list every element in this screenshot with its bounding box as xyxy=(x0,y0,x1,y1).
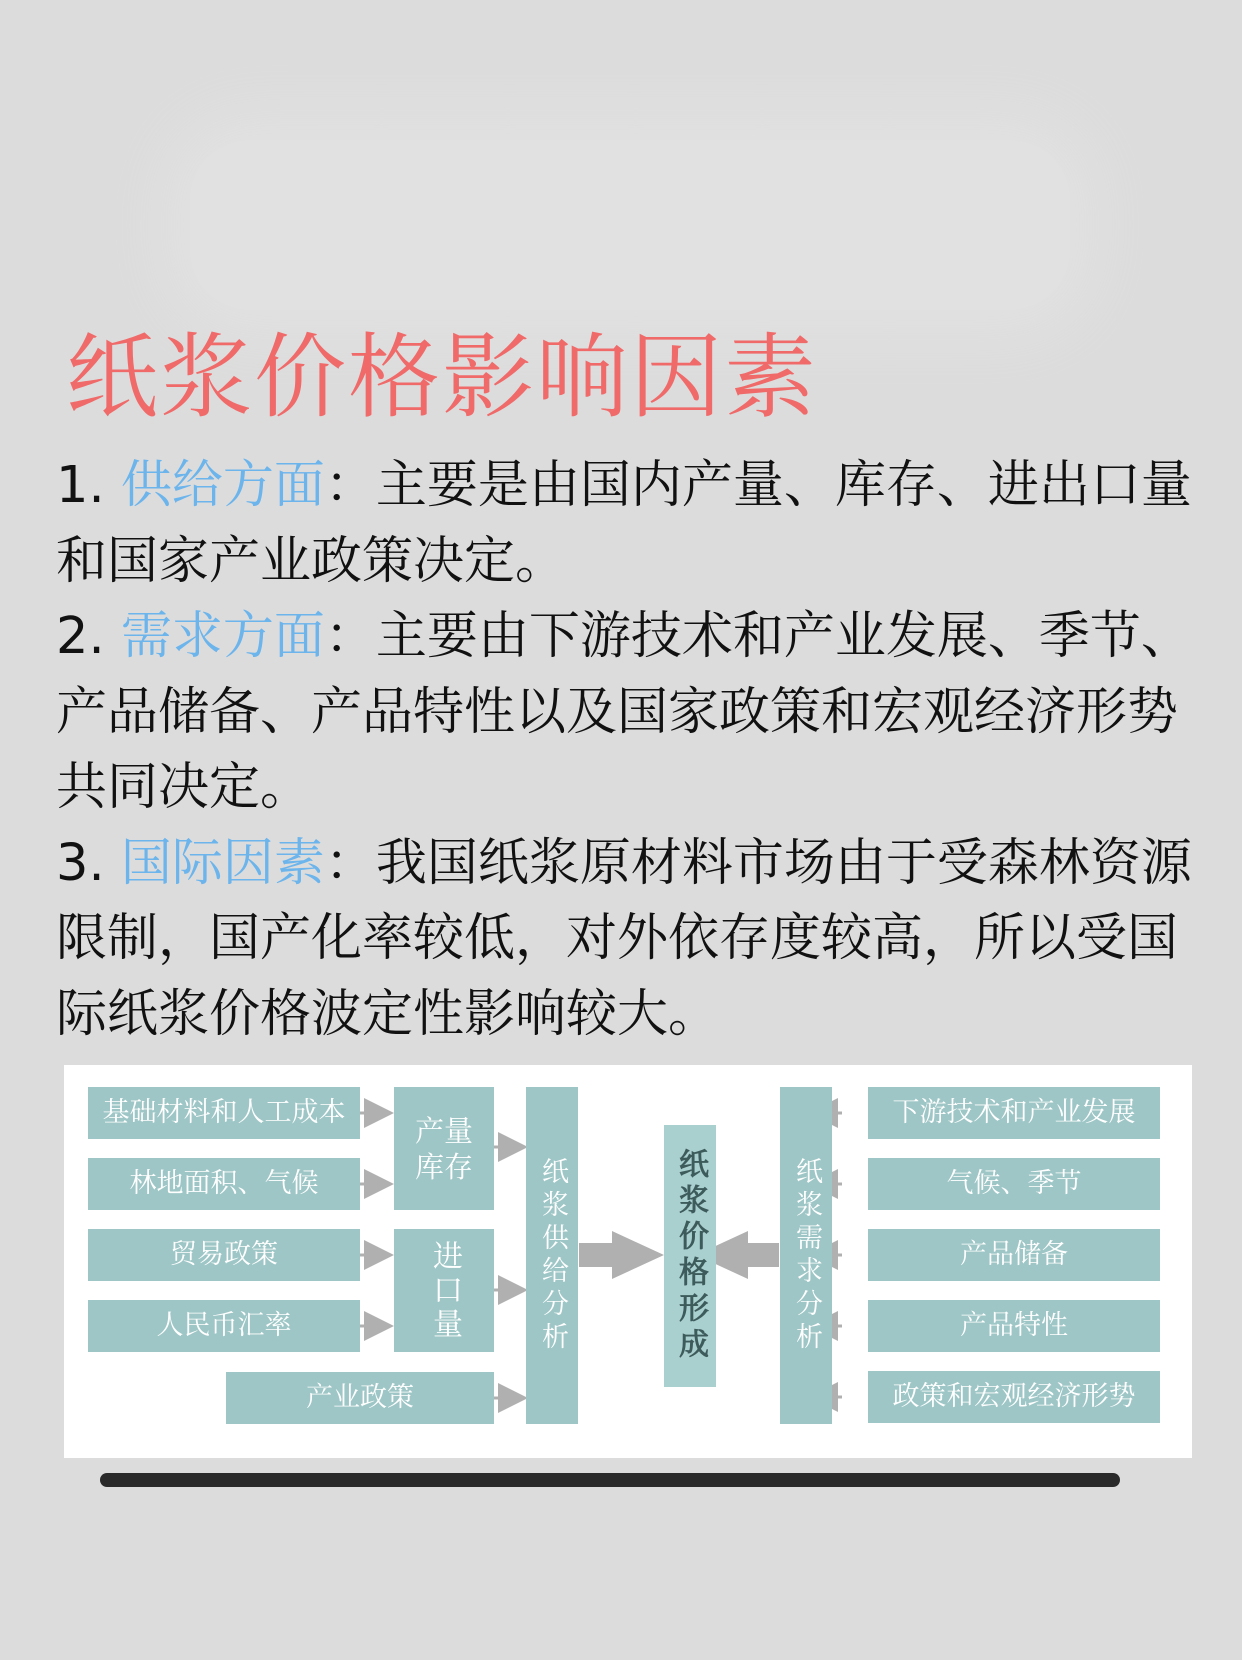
arrow-supply-to-center xyxy=(579,1231,664,1279)
page-title: 纸浆价格影响因素 xyxy=(66,324,819,431)
item-label: 国际因素 xyxy=(120,833,325,893)
demand-factor-box: 产品特性 xyxy=(868,1300,1160,1352)
item-label: 需求方面 xyxy=(120,607,325,666)
price-formation-box: 纸浆价格形成 xyxy=(664,1125,716,1387)
supply-factor-box: 贸易政策 xyxy=(88,1229,360,1281)
import-volume-box: 进口量 xyxy=(394,1229,494,1352)
factor-list xyxy=(56,448,1196,1052)
decorative-underline xyxy=(100,1473,1120,1487)
production-inventory-box: 产量 库存 xyxy=(394,1087,494,1210)
item-text: 我国纸浆原材料市场由于受森林资源限制，国产化率较低，对外依存度较高，所以受国际纸浆价格波定性影响较大。 xyxy=(56,833,1192,1044)
demand-factor-box: 气候、季节 xyxy=(868,1158,1160,1210)
item-number: 3. xyxy=(56,833,105,893)
item-label: 供给方面 xyxy=(120,456,325,515)
demand-analysis-box: 纸浆需求分析 xyxy=(780,1087,832,1424)
factor-item-supply xyxy=(56,448,1196,599)
supply-factor-box: 产业政策 xyxy=(226,1372,494,1424)
item-text: 主要是由国内产量、库存、进出口量和国家产业政策决定。 xyxy=(56,456,1192,591)
item-number: 2. xyxy=(56,607,105,666)
supply-analysis-box: 纸浆供给分析 xyxy=(526,1087,578,1424)
supply-factor-box: 基础材料和人工成本 xyxy=(88,1087,360,1139)
demand-factor-box: 政策和宏观经济形势 xyxy=(868,1371,1160,1423)
factor-item-international xyxy=(56,826,1196,1053)
price-formation-diagram xyxy=(64,1065,1192,1458)
item-colon: ： xyxy=(324,833,376,893)
supply-factor-box: 林地面积、气候 xyxy=(88,1158,360,1210)
supply-factor-box: 人民币汇率 xyxy=(88,1300,360,1352)
demand-factor-box: 产品储备 xyxy=(868,1229,1160,1281)
item-colon: ： xyxy=(324,456,376,515)
item-text: 主要由下游技术和产业发展、季节、产品储备、产品特性以及国家政策和宏观经济形势共同决定。 xyxy=(56,607,1192,817)
demand-factor-box: 下游技术和产业发展 xyxy=(868,1087,1160,1139)
factor-item-demand xyxy=(56,599,1196,826)
item-number: 1. xyxy=(56,456,105,515)
item-colon: ： xyxy=(324,607,376,666)
background-glow xyxy=(190,140,1070,310)
